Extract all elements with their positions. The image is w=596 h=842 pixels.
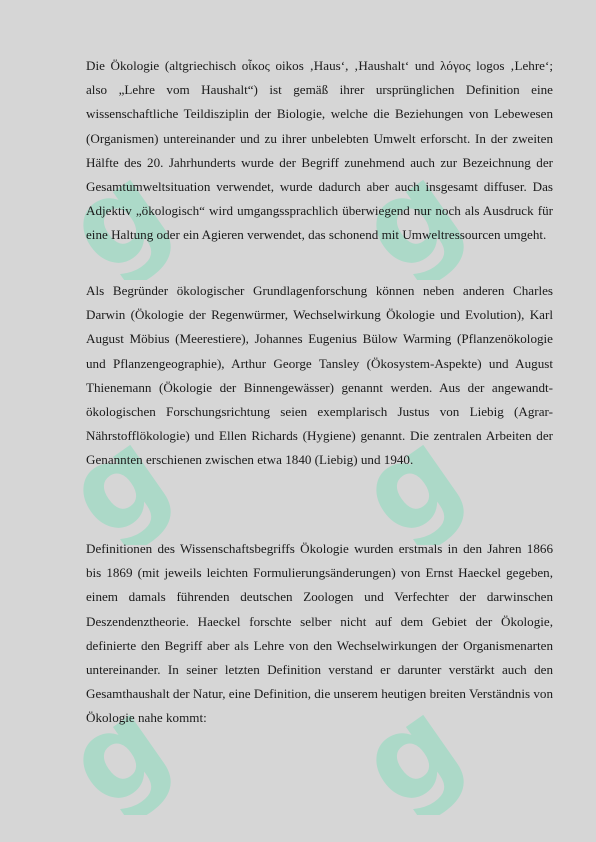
svg-text:g: g (355, 140, 486, 280)
svg-text:g: g (62, 675, 193, 815)
paragraph-haeckel: Definitionen des Wissenschaftsbegriffs Ökologie wurden erstmals in den Jahren 1866 bis 1869 (mit jeweils leichten Formulierungsänderungen) von Ernst Haeckel gegeben, einem damals führenden deutschen Zoologen und Verfechter der darwinschen Deszendenztheorie. Haeckel forschte selber nicht auf dem Gebiet der Ökologie, definierte den Begriff aber als Lehre von den Wechselwirkungen der Organismenarten untereinander. In seiner letzten Definition verstand er darunter verstärkt auch den Gesamthaushalt der Natur, eine Definition, die unserem heutigen breiten Verständnis von Ökologie nahe kommt: (86, 541, 553, 726)
svg-text:g: g (62, 405, 193, 545)
paragraph-definition: Die Ökologie (altgriechisch οἶκος oikos ‚Haus‘, ‚Haushalt‘ und λόγος logos ‚Lehre‘; also „Lehre vom Haushalt“) ist gemäß ihrer ursprünglichen Definition eine wissenschaftliche Teildisziplin der Biologie, welche die Beziehungen von Lebewesen (Organismen) untereinander und zu ihrer unbelebten Umwelt erforscht. In der zweiten Hälfte des 20. Jahrhunderts wurde der Begriff zunehmend auch zur Bezeichnung der Gesamtumweltsituation verwendet, wurde dadurch aber auch insgesamt diffuser. Das Adjektiv „ökologisch“ wird umgangssprachlich überwiegend nur noch als Ausdruck für eine Haltung oder ein Agieren verwendet, das schonend mit Umweltressourcen umgeht. (86, 58, 553, 243)
paragraph-founders: Als Begründer ökologischer Grundlagenforschung können neben anderen Charles Darwin (Ökologie der Regenwürmer, Wechselwirkung Ökologie und Evolution), Karl August Möbius (Meerestiere), Johannes Eugenius Bülow Warming (Pflanzenökologie und Pflanzengeographie), Arthur George Tansley (Ökosystem-Aspekte) und August Thienemann (Ökologie der Binnengewässer) genannt werden. Aus der angewandt-ökologischen Forschungsrichtung seien exemplarisch Justus von Liebig (Agrar-Nährstofflökologie) und Ellen Richards (Hygiene) genannt. Die zentralen Arbeiten der Genannten erschienen zwischen etwa 1840 (Liebig) und 1940. (86, 283, 553, 468)
svg-text:g: g (62, 140, 193, 280)
svg-text:g: g (355, 405, 486, 545)
svg-text:g: g (355, 675, 486, 815)
